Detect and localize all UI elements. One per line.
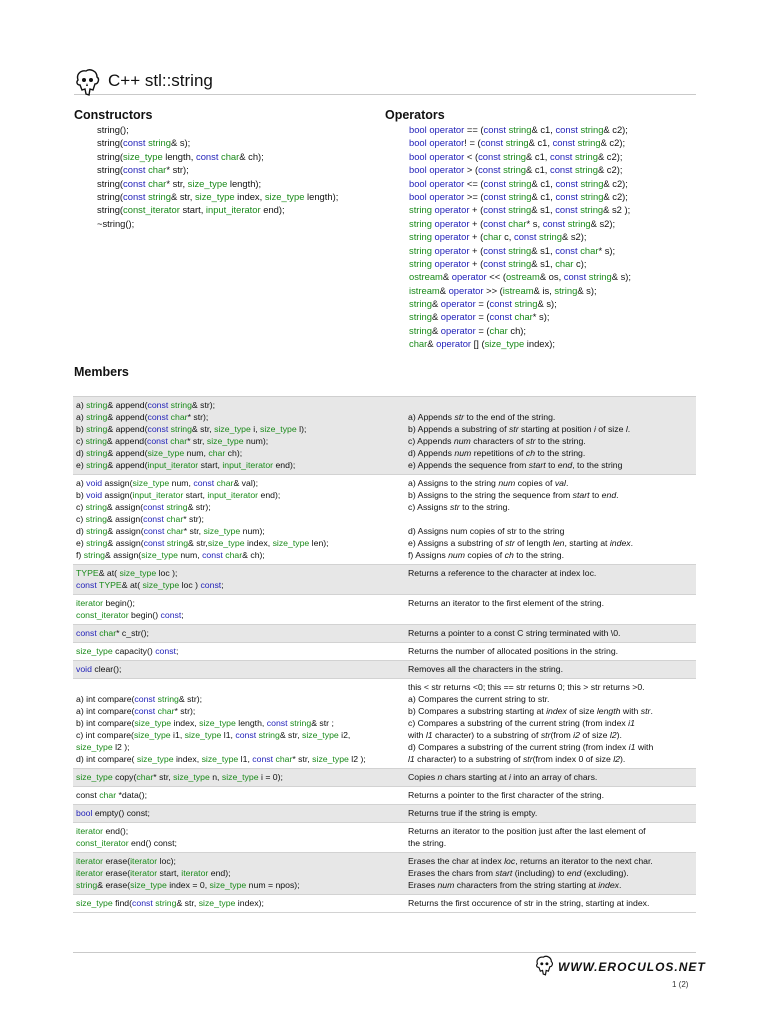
member-description: Returns an iterator to the first element of the string. [408,598,605,608]
member-description-cell [402,397,696,474]
member-description-cell [402,805,696,822]
member-signature: bool empty() const; [76,808,150,818]
operator-signature: string& operator = (const char* s); [409,311,550,323]
footer-rule [73,952,696,953]
member-description [408,399,692,411]
constructor-signature: string(const string& s); [97,137,191,149]
table-row [73,895,696,913]
member-description: Returns a pointer to the first character of the string. [408,790,605,800]
member-signature: void clear(); [76,664,122,674]
member-signature-cell [73,643,402,660]
member-description: d) Appends num repetitions of ch to the string. [408,448,586,458]
constructor-signature: string(size_type length, const char& ch); [97,150,264,162]
member-signature: iterator end(); [76,826,129,836]
member-signature: const_iterator end() const; [76,838,177,848]
member-description-cell [402,823,696,852]
member-description-cell [402,769,696,786]
operator-signature: string operator + (const string& s1, char c); [409,257,587,269]
member-signature-cell [73,475,402,564]
table-row [73,769,696,787]
member-signature: TYPE& at( size_type loc ); [76,568,178,578]
member-signature-cell [73,661,402,678]
constructors-heading: Constructors [74,108,153,122]
member-description: e) Appends the sequence from start to end, to the string [408,460,623,470]
footer-brand[interactable]: WWW.EROCULOS.NET [558,960,706,974]
member-description-cell [402,661,696,678]
operator-signature: string& operator = (char ch); [409,324,527,336]
constructor-signature: string(const_iterator start, input_iterator end); [97,204,285,216]
member-signature: c) int compare(size_type i1, size_type l1, const string& str, size_type i2, [76,730,351,740]
table-row [73,595,696,625]
page-number: 1 (2) [672,980,689,989]
member-description [408,513,692,525]
member-signature: a) int compare(const char* str); [76,706,196,716]
member-signature: f) string& assign(size_type num, const char& ch); [76,550,265,560]
table-row [73,397,696,475]
table-row [73,679,696,769]
member-signature: size_type l2 ); [76,742,130,752]
member-signature: a) void assign(size_type num, const char& val); [76,478,259,488]
member-signature: e) string& assign(const string& str,size_type index, size_type len); [76,538,329,548]
member-description: Erases the chars from start (including) to end (excluding). [408,868,629,878]
member-description: Returns an iterator to the position just after the last element of [408,826,646,836]
operator-signature: string operator + (const char* s, const string& s2); [409,217,616,229]
member-signature-cell [73,769,402,786]
skull-logo-icon [534,955,554,977]
page-title: C++ stl::string [108,71,213,90]
member-signature-cell [73,679,402,768]
member-signature-cell [73,823,402,852]
constructor-signature: string(const string& str, size_type index, size_type length); [97,190,339,202]
member-description-cell [402,565,696,594]
constructors-list [97,123,338,230]
operator-signature: string operator + (char c, const string& s2); [409,231,587,243]
operator-signature: string operator + (const string& s1, const char* s); [409,244,616,256]
member-signature: b) int compare(size_type index, size_type length, const string& str ; [76,718,334,728]
members-table [73,396,696,913]
member-signature-cell [73,595,402,624]
member-description: Erases the char at index loc, returns an iterator to the next char. [408,856,653,866]
member-signature: d) string& assign(const char* str, size_type num); [76,526,265,536]
constructor-signature: string(); [97,124,129,135]
member-signature-cell [73,895,402,912]
member-signature: d) string& append(size_type num, char ch); [76,448,243,458]
operator-signature: ostream& operator << (ostream& os, const string& s); [409,271,632,283]
page-header [74,68,696,95]
member-signature: size_type find(const string& str, size_type index); [76,898,264,908]
member-signature: size_type copy(char* str, size_type n, size_type i = 0); [76,772,283,782]
member-description: c) Appends num characters of str to the string. [408,436,586,446]
operators-heading: Operators [385,108,445,122]
table-row [73,805,696,823]
member-description: Returns true if the string is empty. [408,808,538,818]
member-signature [76,681,398,693]
member-signature: c) string& assign(const char* str); [76,514,204,524]
operator-signature: istream& operator >> (istream& is, string& s); [409,284,597,296]
member-description-cell [402,679,696,768]
member-signature: c) string& assign(const string& str); [76,502,211,512]
member-description: with l1 character) to a substring of str(from i2 of size l2). [408,730,622,740]
member-description: Returns the first occurence of str in the string, starting at index. [408,898,650,908]
member-description: d) Compares a substring of the current string (from index i1 with [408,742,654,752]
member-signature-cell [73,787,402,804]
member-signature: iterator erase(iterator loc); [76,856,176,866]
member-description: c) Compares a substring of the current string (from index i1 [408,718,635,728]
member-signature-cell [73,625,402,642]
operator-signature: bool operator < (const string& c1, const string& c2); [409,150,623,162]
member-description: b) Compares a substring starting at index of size length with str. [408,706,653,716]
member-signature-cell [73,565,402,594]
member-description: d) Assigns num copies of str to the string [408,526,565,536]
member-signature: string& erase(size_type index = 0, size_type num = npos); [76,880,300,890]
member-signature: b) string& append(const string& str, size_type i, size_type l); [76,424,307,434]
member-description: Copies n chars starting at i into an array of chars. [408,772,598,782]
operator-signature: string operator + (const string& s1, const string& s2 ); [409,204,631,216]
member-description: Returns a pointer to a const C string terminated with \0. [408,628,621,638]
member-description: c) Assigns str to the string. [408,502,510,512]
member-description: Removes all the characters in the string. [408,664,563,674]
member-description: a) Assigns to the string num copies of val. [408,478,569,488]
table-row [73,853,696,895]
constructor-signature: string(const char* str, size_type length); [97,177,262,189]
member-signature: a) string& append(const char* str); [76,412,209,422]
member-signature: size_type capacity() const; [76,646,179,656]
operator-signature: char& operator [] (size_type index); [409,338,555,350]
table-row [73,625,696,643]
member-description: b) Appends a substring of str starting at position i of size l. [408,424,631,434]
operator-signature: string& operator = (const string& s); [409,298,557,310]
table-row [73,787,696,805]
operator-signature: bool operator > (const string& c1, const string& c2); [409,164,623,176]
member-signature: const_iterator begin() const; [76,610,184,620]
member-description-cell [402,853,696,894]
table-row [73,661,696,679]
member-description: l1 character) to a substring of str(from index 0 of size l2). [408,754,626,764]
constructor-signature: ~string(); [97,217,135,229]
member-signature: const char *data(); [76,790,147,800]
member-signature-cell [73,853,402,894]
member-description-cell [402,787,696,804]
member-description-cell [402,643,696,660]
constructor-signature: string(const char* str); [97,164,189,176]
member-signature-cell [73,397,402,474]
member-signature: b) void assign(input_iterator start, input_iterator end); [76,490,281,500]
operator-signature: bool operator! = (const string& c1, const string& c2); [409,137,626,149]
member-description: Returns the number of allocated positions in the string. [408,646,619,656]
member-description: a) Compares the current string to str. [408,694,550,704]
member-description: Erases num characters from the string starting at index. [408,880,622,890]
table-row [73,565,696,595]
operators-list [409,123,631,351]
member-signature: c) string& append(const char* str, size_type num); [76,436,269,446]
member-signature-cell [73,805,402,822]
operator-signature: bool operator >= (const string& c1, const string& c2); [409,190,628,202]
member-signature: d) int compare( size_type index, size_type l1, const char* str, size_type l2 ); [76,754,366,764]
member-description-cell [402,475,696,564]
member-description: e) Assigns a substring of str of length len, starting at index. [408,538,634,548]
member-description: Returns a reference to the character at index loc. [408,568,597,578]
member-signature: a) int compare(const string& str); [76,694,203,704]
member-signature: const char* c_str(); [76,628,149,638]
member-description: f) Assigns num copies of ch to the string. [408,550,565,560]
member-description-cell [402,595,696,624]
member-description: the string. [408,838,447,848]
table-row [73,823,696,853]
table-row [73,475,696,565]
members-heading: Members [74,365,129,379]
member-signature: e) string& append(input_iterator start, input_iterator end); [76,460,296,470]
operator-signature: bool operator == (const string& c1, const string& c2); [409,124,628,135]
skull-logo-icon [74,68,100,98]
member-description-cell [402,625,696,642]
member-signature: a) string& append(const string& str); [76,400,216,410]
operator-signature: bool operator <= (const string& c1, const string& c2); [409,177,628,189]
member-signature: iterator begin(); [76,598,135,608]
table-row [73,643,696,661]
member-description: b) Assigns to the string the sequence from start to end. [408,490,619,500]
member-description: this < str returns <0; this == str returns 0; this > str returns >0. [408,682,645,692]
member-description: a) Appends str to the end of the string. [408,412,556,422]
member-description-cell [402,895,696,912]
member-signature: const TYPE& at( size_type loc ) const; [76,580,224,590]
member-signature: iterator erase(iterator start, iterator end); [76,868,231,878]
